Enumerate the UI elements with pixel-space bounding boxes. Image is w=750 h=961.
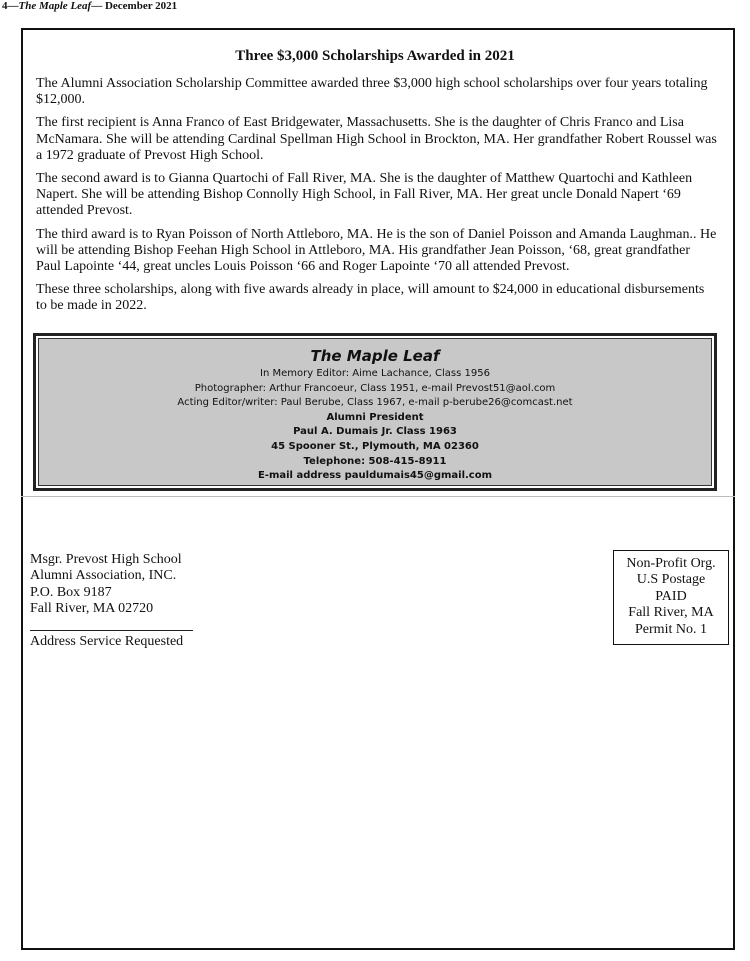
masthead-box: [33, 333, 717, 491]
postage-indicia: [613, 550, 729, 645]
postage-line: Fall River, MA: [628, 605, 714, 621]
running-header: [2, 0, 177, 12]
return-address-line: Fall River, MA 02720: [30, 601, 154, 617]
return-address: [30, 552, 182, 618]
acting-editor-line: Acting Editor/writer: Paul Berube, Class 1967, e-mail p-berube26@comcast.net: [177, 397, 573, 409]
article-body: [36, 76, 718, 322]
return-address-line: Alumni Association, INC.: [30, 568, 177, 584]
date-separator: —: [91, 0, 105, 12]
president-label: Alumni President: [326, 411, 424, 423]
telephone-line: Telephone: 508-415-8911: [303, 455, 447, 467]
issue-date: December 2021: [104, 0, 178, 12]
postage-line: Permit No. 1: [635, 621, 707, 637]
postage-line: PAID: [655, 588, 687, 604]
page-number: 4: [2, 0, 8, 12]
address-service-note: Address Service Requested: [30, 634, 184, 649]
article-title: Three $3,000 Scholarships Awarded in 2021: [235, 48, 515, 64]
return-address-line: Msgr. Prevost High School: [30, 552, 182, 567]
email-line: E-mail address pauldumais45@gmail.com: [257, 470, 493, 482]
postage-line: Non-Profit Org.: [626, 556, 716, 571]
publication-name: The Maple Leaf: [18, 0, 92, 12]
photographer-line: Photographer: Arthur Francoeur, Class 1951, e-mail Prevost51@aol.com: [194, 382, 556, 394]
address-rule: [30, 630, 193, 631]
masthead-title: The Maple Leaf: [310, 347, 440, 365]
paragraph-first-recipient: The first recipient is Anna Franco of East Bridgewater, Massachusetts. She is the daughter of Chris Franco and Lisa McNamara. She will be attending Cardinal Spellman High School in Brockton, MA. Her grandfather Robert Roussel was a 1972 graduate of Prevost High School.: [36, 115, 717, 163]
paragraph-third-recipient: The third award is to Ryan Poisson of North Attleboro, MA. He is the son of Daniel Poisson and Amanda Laughman.. He will be attending Bishop Feehan High School in Attleboro, MA. His grandfather Jean Poisson, ‘68, great grandfather Paul Lapointe ‘44, great uncles Louis Poisson ‘66 and Roger Lapointe ‘70 all attended Prevost.: [36, 226, 717, 275]
paragraph-intro: The Alumni Association Scholarship Committee awarded three $3,000 high school scholarships over four years totaling $12,000.: [36, 76, 708, 108]
paragraph-summary: These three scholarships, along with five awards already in place, will amount to $24,000 in educational disbursements to be made in 2022.: [36, 282, 705, 314]
memory-editor-line: In Memory Editor: Aime Lachance, Class 1956: [260, 368, 490, 379]
postage-line: U.S Postage: [636, 572, 706, 588]
fold-line: [21, 496, 735, 497]
return-address-line: P.O. Box 9187: [30, 584, 112, 600]
president-name: Paul A. Dumais Jr. Class 1963: [293, 426, 457, 438]
street-address: 45 Spooner St., Plymouth, MA 02360: [271, 440, 479, 452]
header-separator: —: [7, 0, 19, 12]
paragraph-second-recipient: The second award is to Gianna Quartochi of Fall River, MA. She is the daughter of Matthew Quartochi and Kathleen Napert. She will be attending Bishop Connolly High School, in Fall River, MA. Her great uncle Donald Napert ‘69 attended Prevost.: [36, 171, 693, 219]
masthead-panel: [38, 338, 712, 486]
